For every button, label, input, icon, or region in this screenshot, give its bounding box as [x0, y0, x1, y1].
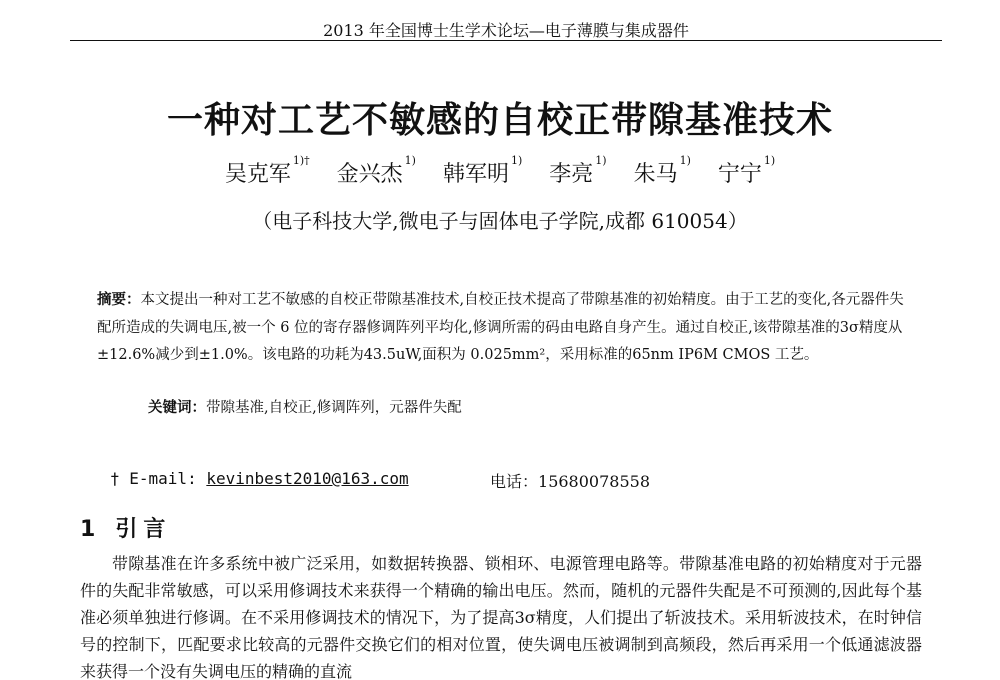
body-paragraph: 带隙基准在许多系统中被广泛采用，如数据转换器、锁相环、电源管理电路等。带隙基准电路的初始精度对于元器件的失配非常敏感，可以采用修调技术来获得一个精确的输出电压。然而，随机的元器件失配是不可预测的,因此每个基准必须单独进行修调。在不采用修调技术的情况下，为了提高3σ精度，人们提出了斩波技术。采用斩波技术，在时钟信号的控制下，匹配要求比较高的元器件交换它们的相对位置，使失调电压被调制到高频段，然后再采用一个低通滤波器来获得一个没有失调电压的精确的直流	[80, 554, 922, 680]
section-heading	[80, 512, 171, 543]
author	[442, 154, 523, 188]
phone-label: 电话：	[490, 472, 539, 491]
email-link[interactable]: kevinbest2010@163.com	[206, 469, 409, 488]
author-name: 朱马	[633, 162, 678, 187]
author-list	[0, 154, 1000, 188]
section-title: 引言	[115, 517, 172, 542]
author	[336, 154, 416, 188]
author-name: 金兴杰	[336, 162, 403, 187]
abstract	[97, 286, 907, 370]
author-name: 吴克军	[224, 162, 291, 187]
author	[633, 154, 691, 188]
author-affiliation-mark: 1)	[404, 154, 416, 167]
author-name: 韩军明	[442, 162, 509, 187]
paper-title: 一种对工艺不敏感的自校正带隙基准技术	[166, 100, 833, 141]
section-body	[80, 550, 922, 680]
author-affiliation-mark: 1)	[679, 154, 691, 167]
author	[549, 154, 607, 188]
author-affiliation-mark: 1)†	[292, 154, 310, 167]
abstract-text: 本文提出一种对工艺不敏感的自校正带隙基准技术,自校正技术提高了带隙基准的初始精度。由于工艺的变化,各元器件失配所造成的失调电压,被一个 6 位的寄存器修调阵列平均化,修调所需的码由电路自身产生。通过自校正,该带隙基准的3σ精度从±12.6%减少到±1.0%。该电路的功耗为43.5uW,面积为 0.025mm²，采用标准的65nm IP6M CMOS 工艺。	[97, 292, 904, 363]
keywords	[148, 396, 908, 417]
section-number: 1	[80, 517, 102, 542]
keywords-text: 带隙基准,自校正,修调阵列，元器件失配	[206, 400, 462, 416]
author-affiliation-mark: 1)	[763, 154, 776, 167]
affiliation: （电子科技大学,微电子与固体电子学院,成都 610054）	[252, 209, 748, 233]
contact-email	[110, 469, 409, 488]
header-rule	[70, 40, 942, 41]
running-header: 2013 年全国博士生学术论坛—电子薄膜与集成器件	[323, 21, 689, 40]
phone-number: 15680078558	[538, 472, 650, 491]
author-name: 宁宁	[717, 162, 762, 187]
email-label: † E-mail:	[110, 469, 207, 488]
keywords-label: 关键词：	[148, 399, 206, 416]
author-name: 李亮	[549, 162, 594, 187]
author-affiliation-mark: 1)	[595, 154, 607, 167]
author-affiliation-mark: 1)	[510, 154, 523, 167]
abstract-label: 摘要：	[97, 291, 141, 308]
author	[717, 154, 776, 188]
author	[224, 154, 310, 188]
contact-phone	[490, 469, 650, 492]
